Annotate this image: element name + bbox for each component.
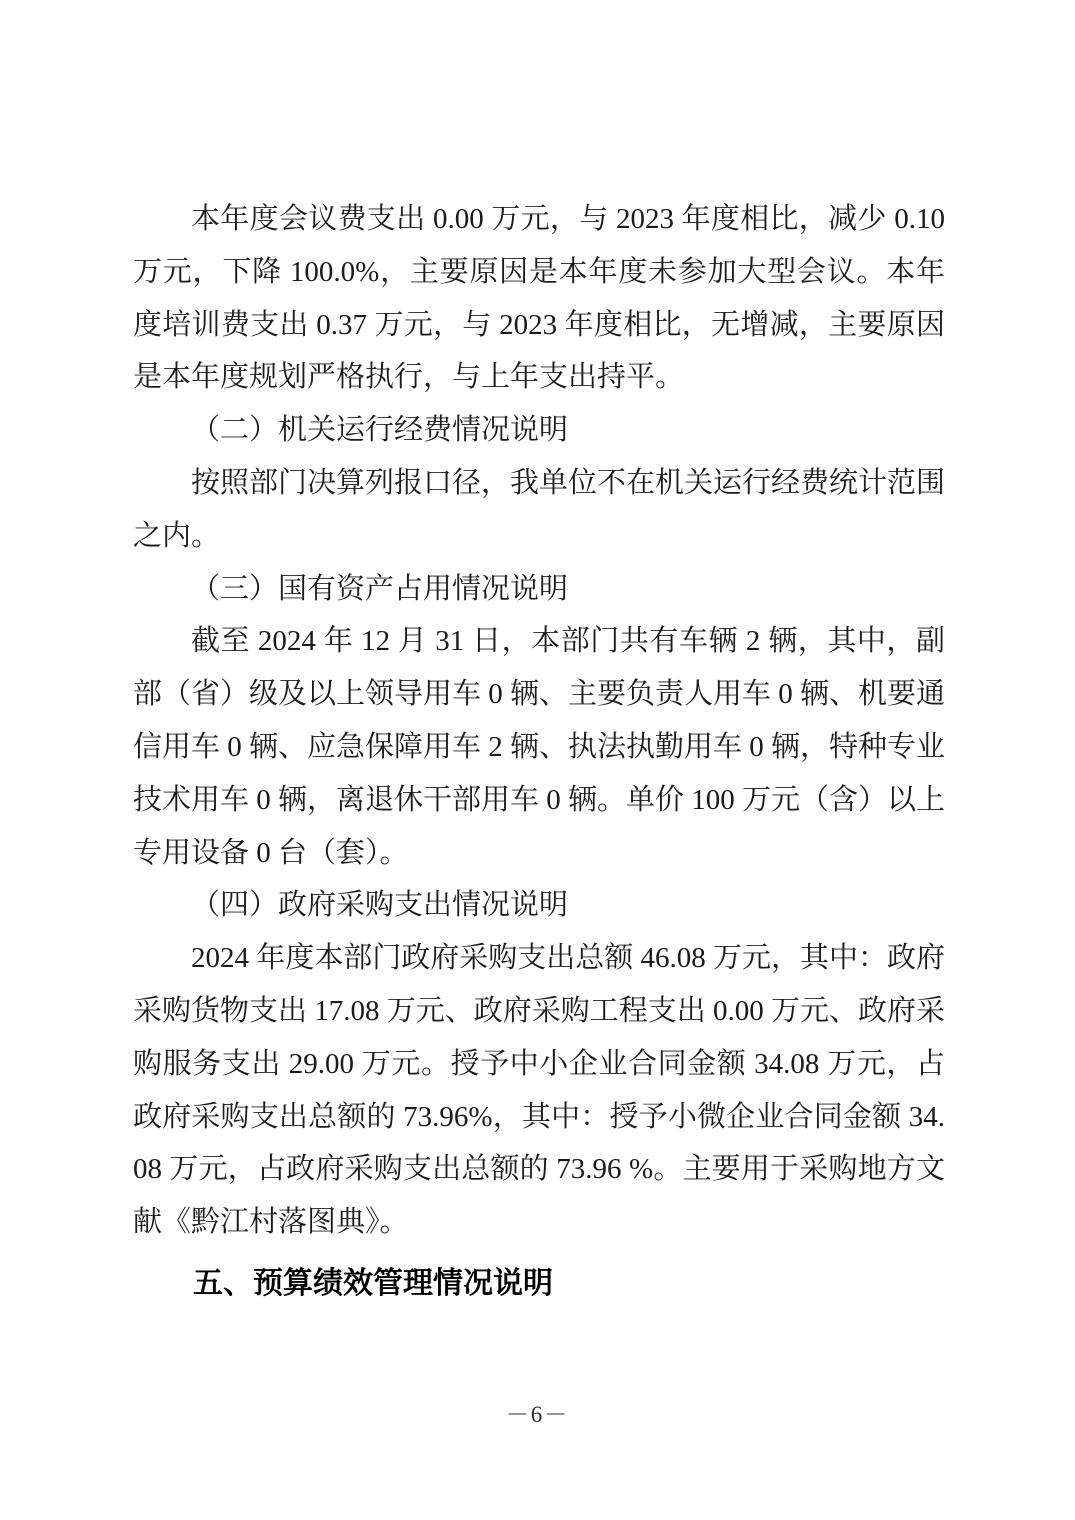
subheading-state-owned-assets: （三）国有资产占用情况说明 bbox=[191, 572, 569, 605]
paragraph-vehicles-and-equipment: 截至 2024 年 12 月 31 日，本部门共有车辆 2 辆，其中，副部（省）级及以上领导用车 0 辆、主要负责人用车 0 辆、机要通信用车 0 辆、应急保障用车 2 辆、执法执勤用车 0 辆，特种专业技术用车 0 辆，离退休干部用车 0 辆。单价 100 万元（含）以上专用设备 0 台（套）。 bbox=[133, 625, 946, 869]
paragraph-procurement-details: 2024 年度本部门政府采购支出总额 46.08 万元，其中：政府采购货物支出 17.08 万元、政府采购工程支出 0.00 万元、政府采购服务支出 29.00 万元。授予中小企业合同金额 34.08 万元，占政府采购支出总额的 73.96%，其中：授予小微企业合同金额 34.08 万元，占政府采购支出总额的 73.96 %。主要用于采购地方文献《黔江村落图典》。 bbox=[133, 942, 946, 1239]
heading-budget-performance-management: 五、预算绩效管理情况说明 bbox=[193, 1266, 553, 1300]
document-body bbox=[133, 193, 945, 1311]
subheading-government-procurement: （四）政府采购支出情况说明 bbox=[191, 889, 569, 922]
paragraph-meeting-and-training-expense: 本年度会议费支出 0.00 万元，与 2023 年度相比，减少 0.10 万元，下降 100.0%，主要原因是本年度未参加大型会议。本年度培训费支出 0.37 万元，与 2023 年度相比，无增减，主要原因是本年度规划严格执行，与上年支出持平。 bbox=[133, 203, 945, 394]
subheading-agency-operating-expense: （二）机关运行经费情况说明 bbox=[191, 414, 569, 447]
page-number: －6－ bbox=[505, 1402, 570, 1427]
paragraph-operating-expense-note: 按照部门决算列报口径，我单位不在机关运行经费统计范围之内。 bbox=[133, 466, 946, 552]
